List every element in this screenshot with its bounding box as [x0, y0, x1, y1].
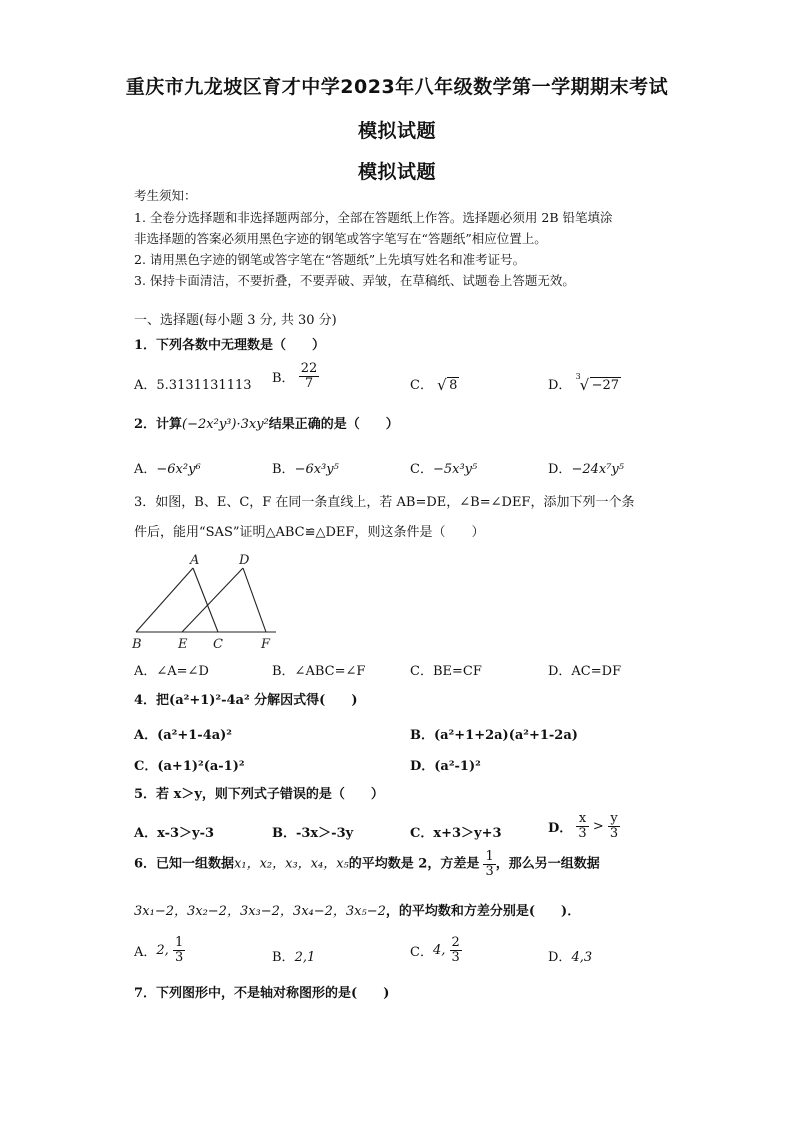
q3-stem-line1: 3．如图，B、E、C，F 在同一条直线上，若 AB=DE，∠B=∠DEF，添加下列一个条 [134, 495, 635, 510]
q6-c-pre: 4, [432, 943, 446, 958]
q2-d-value: −24x⁷y⁵ [571, 462, 624, 477]
q6-b-value: 2,1 [294, 950, 316, 965]
exam-subtitle-repeat: 模拟试题 [357, 161, 436, 183]
q6-variance-fraction [483, 850, 495, 879]
segment-ed [182, 568, 243, 632]
q3-stem-line2: 件后，能用“SAS”证明△ABC≌△DEF，则这条件是（ ） [134, 525, 485, 540]
q6-b-label: B． [272, 950, 295, 965]
q2-stem [134, 416, 399, 434]
q4-option-c: C．(a+1)²(a-1)² [134, 759, 245, 774]
q5-d-operator: > [592, 819, 604, 834]
q1-option-a [134, 374, 252, 393]
section-heading: 一、选择题(每小题 3 分, 共 30 分) [134, 313, 337, 328]
q5-d-frac-x [576, 812, 588, 841]
segment-ac [193, 568, 218, 632]
q2-option-d [548, 458, 624, 477]
q6-stem-pre: 6．已知一组数据 [134, 856, 235, 872]
q5-d-den-x: 3 [578, 826, 587, 841]
q6-stem-post: ，那么另一组数据 [495, 856, 600, 872]
q6-c-label: C． [410, 945, 433, 960]
q6-stem-mid: 的平均数是 2，方差是 [348, 856, 480, 872]
q2-option-c [410, 458, 477, 477]
q4-option-a: A．(a²+1-4a)² [134, 728, 233, 743]
q6-variables: x₁，x₂，x₃，x₄，x₅ [234, 856, 349, 872]
q6-d-value: 4,3 [571, 950, 593, 965]
q2-expression: (−2x²y³)·3xy² [182, 417, 269, 432]
notice-heading: 考生须知： [134, 188, 197, 203]
q1-b-denominator: 7 [304, 376, 314, 391]
q2-b-label: B． [272, 462, 295, 477]
q4-stem: 4．把(a²+1)²-4a² 分解因式得( ) [134, 693, 358, 708]
q1-a-value: 5.3131131113 [156, 378, 252, 393]
q6-a-label: A． [134, 945, 157, 960]
q2-c-label: C． [410, 462, 433, 477]
q1-b-fraction [299, 362, 320, 391]
notice-item-3: 3. 保持卡面清洁，不要折叠，不要弄破、弄皱，在草稿纸、试题卷上答题无效。 [134, 273, 575, 288]
label-d: D [239, 553, 250, 568]
q6-transformed-data: 3x₁−2，3x₂−2，3x₃−2，3x₄−2，3x₅−2 [134, 904, 386, 919]
q5-option-c: C．x+3＞y+3 [410, 826, 502, 841]
q5-d-label: D． [548, 821, 573, 836]
q3-option-d: D．AC=DF [548, 664, 622, 679]
q1-d-index: 3 [575, 372, 581, 381]
q3-option-c: C．BE=CF [410, 664, 482, 679]
q3-option-a: A．∠A=∠D [134, 664, 209, 679]
q3-option-b: B．∠ABC=∠F [272, 664, 366, 679]
q2-d-label: D． [548, 462, 572, 477]
q3-triangle-figure [126, 548, 286, 654]
q2-c-value: −5x³y⁵ [432, 462, 478, 477]
label-a: A [190, 553, 200, 568]
q1-c-label: C． [410, 378, 433, 393]
q2-option-b [272, 458, 339, 477]
q6-option-c [410, 936, 462, 965]
label-b: B [132, 637, 142, 652]
q6-c-denominator: 3 [451, 950, 460, 965]
q1-c-radicand: 8 [449, 378, 458, 393]
q6-stem-line2 [134, 903, 580, 921]
q5-option-b: B．-3x＞-3y [272, 826, 354, 841]
q6-a-fraction [173, 936, 185, 965]
q2-option-a [134, 458, 201, 477]
q5-d-den-y: 3 [609, 826, 619, 841]
q2-a-value: −6x²y⁶ [156, 462, 201, 477]
label-f: F [261, 637, 271, 652]
q6-variance-numerator: 1 [485, 849, 494, 864]
q1-d-cbrt: 3 √ −27 [575, 372, 620, 394]
exam-subtitle: 模拟试题 [357, 120, 436, 142]
q4-option-d: D．(a²-1)² [410, 759, 481, 774]
q5-d-frac-y [608, 812, 620, 841]
q7-stem: 7．下列图形中，不是轴对称图形的是( ) [134, 986, 390, 1001]
q2-b-value: −6x³y⁵ [294, 462, 339, 477]
q6-stem-line1 [134, 850, 600, 879]
notice-item-1-cont: 非选择题的答案必须用黑色字迹的钢笔或答字笔写在“答题纸”相应位置上。 [134, 231, 547, 246]
notice-item-2: 2. 请用黑色字迹的钢笔或答字笔在“答题纸”上先填写姓名和准考证号。 [134, 252, 526, 267]
q1-stem: 1．下列各数中无理数是（ ） [134, 338, 326, 353]
q6-a-pre: 2, [156, 943, 169, 958]
notice-item-1: 1. 全卷分选择题和非选择题两部分，全部在答题纸上作答。选择题必须用 2B 铅笔填涂 [134, 210, 613, 225]
q5-stem: 5．若 x＞y，则下列式子错误的是（ ） [134, 787, 384, 802]
q2-stem-post: 结果正确的是（ ） [268, 417, 399, 432]
q6-c-numerator: 2 [451, 935, 460, 950]
segment-ab [136, 568, 193, 632]
label-c: C [213, 637, 223, 652]
q4-option-b: B．(a²+1+2a)(a²+1-2a) [410, 728, 578, 743]
q1-option-c [410, 374, 459, 393]
q6-c-fraction [450, 936, 462, 965]
q6-option-d [548, 946, 592, 965]
q1-d-label: D． [548, 378, 572, 393]
q1-option-d [548, 374, 621, 393]
q1-option-b [272, 362, 319, 391]
q6-d-label: D． [548, 950, 572, 965]
q1-b-numerator: 22 [300, 361, 318, 376]
q6-a-numerator: 1 [174, 935, 184, 950]
q1-c-sqrt: √ 8 [437, 376, 458, 394]
segment-df [243, 568, 266, 632]
q5-d-x: x [576, 812, 588, 827]
q1-a-label: A． [134, 378, 157, 393]
q6-option-b [272, 946, 315, 965]
q6-option-a [134, 936, 185, 965]
q5-option-d [548, 812, 620, 841]
q1-b-label: B． [272, 371, 295, 386]
exam-title: 重庆市九龙坡区育才中学2023年八年级数学第一学期期末考试 [125, 76, 669, 98]
q5-d-y: y [608, 812, 620, 827]
q2-a-label: A． [134, 462, 157, 477]
q1-d-radicand: −27 [591, 378, 620, 393]
label-e: E [178, 637, 188, 652]
q6-a-denominator: 3 [174, 950, 184, 965]
q2-stem-pre: 2．计算 [134, 417, 183, 432]
q6-variance-denominator: 3 [485, 864, 494, 879]
q5-option-a: A．x-3＞y-3 [134, 826, 215, 841]
q6-stem-end: ，的平均数和方差分别是( )． [385, 904, 581, 919]
